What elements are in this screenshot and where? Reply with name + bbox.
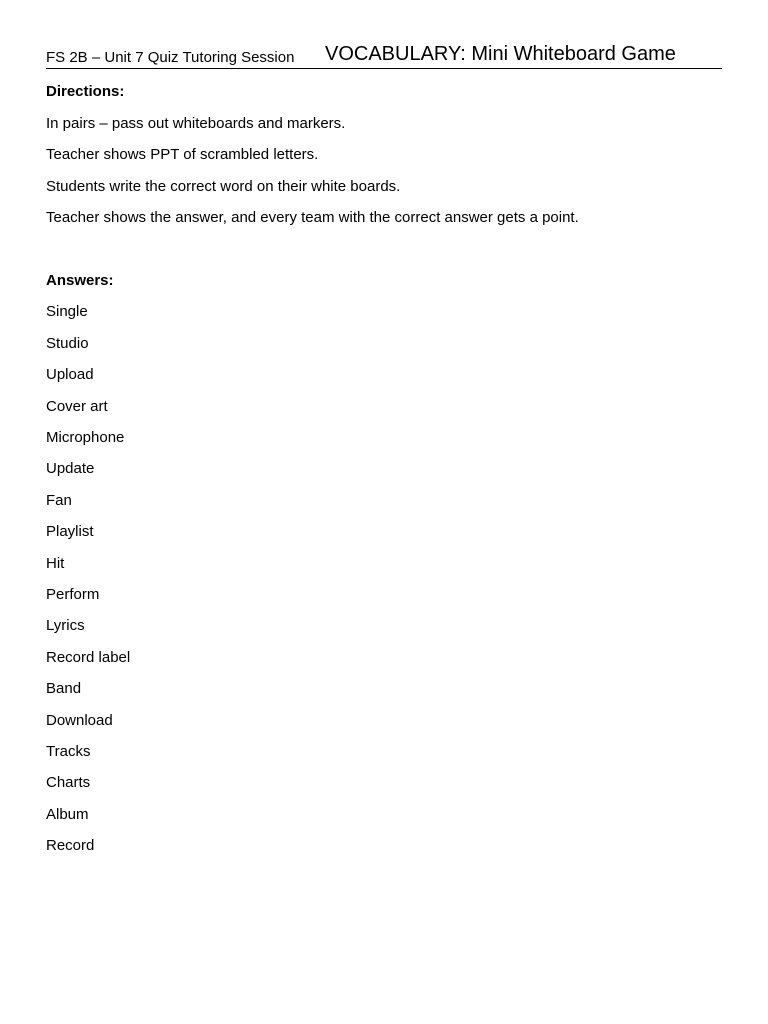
answer-item: Single: [46, 303, 88, 320]
answer-item: Update: [46, 460, 95, 477]
answer-item: Playlist: [46, 523, 94, 540]
header-session-title: FS 2B – Unit 7 Quiz Tutoring Session: [46, 49, 295, 66]
answer-item: Tracks: [46, 743, 91, 760]
answer-item: Fan: [46, 492, 72, 509]
answer-item: Studio: [46, 335, 89, 352]
answer-item: Record label: [46, 649, 131, 666]
answer-item: Hit: [46, 555, 65, 572]
answer-item: Perform: [46, 586, 100, 603]
answer-item: Microphone: [46, 429, 125, 446]
answer-item: Album: [46, 806, 89, 823]
answer-item: Lyrics: [46, 617, 85, 634]
directions-heading: Directions:: [46, 83, 125, 100]
direction-line: In pairs – pass out whiteboards and markers.: [46, 115, 346, 132]
answer-item: Upload: [46, 366, 94, 383]
direction-line: Teacher shows the answer, and every team with the correct answer gets a point.: [46, 209, 579, 226]
answers-heading: Answers:: [46, 272, 114, 289]
answer-item: Charts: [46, 774, 91, 791]
answer-item: Download: [46, 712, 113, 729]
answer-item: Record: [46, 837, 95, 854]
header-game-title: VOCABULARY: Mini Whiteboard Game: [325, 43, 676, 65]
answer-item: Cover art: [46, 398, 108, 415]
answer-item: Band: [46, 680, 82, 697]
direction-line: Teacher shows PPT of scrambled letters.: [46, 146, 319, 163]
direction-line: Students write the correct word on their white boards.: [46, 178, 401, 195]
page-header: [46, 42, 722, 69]
